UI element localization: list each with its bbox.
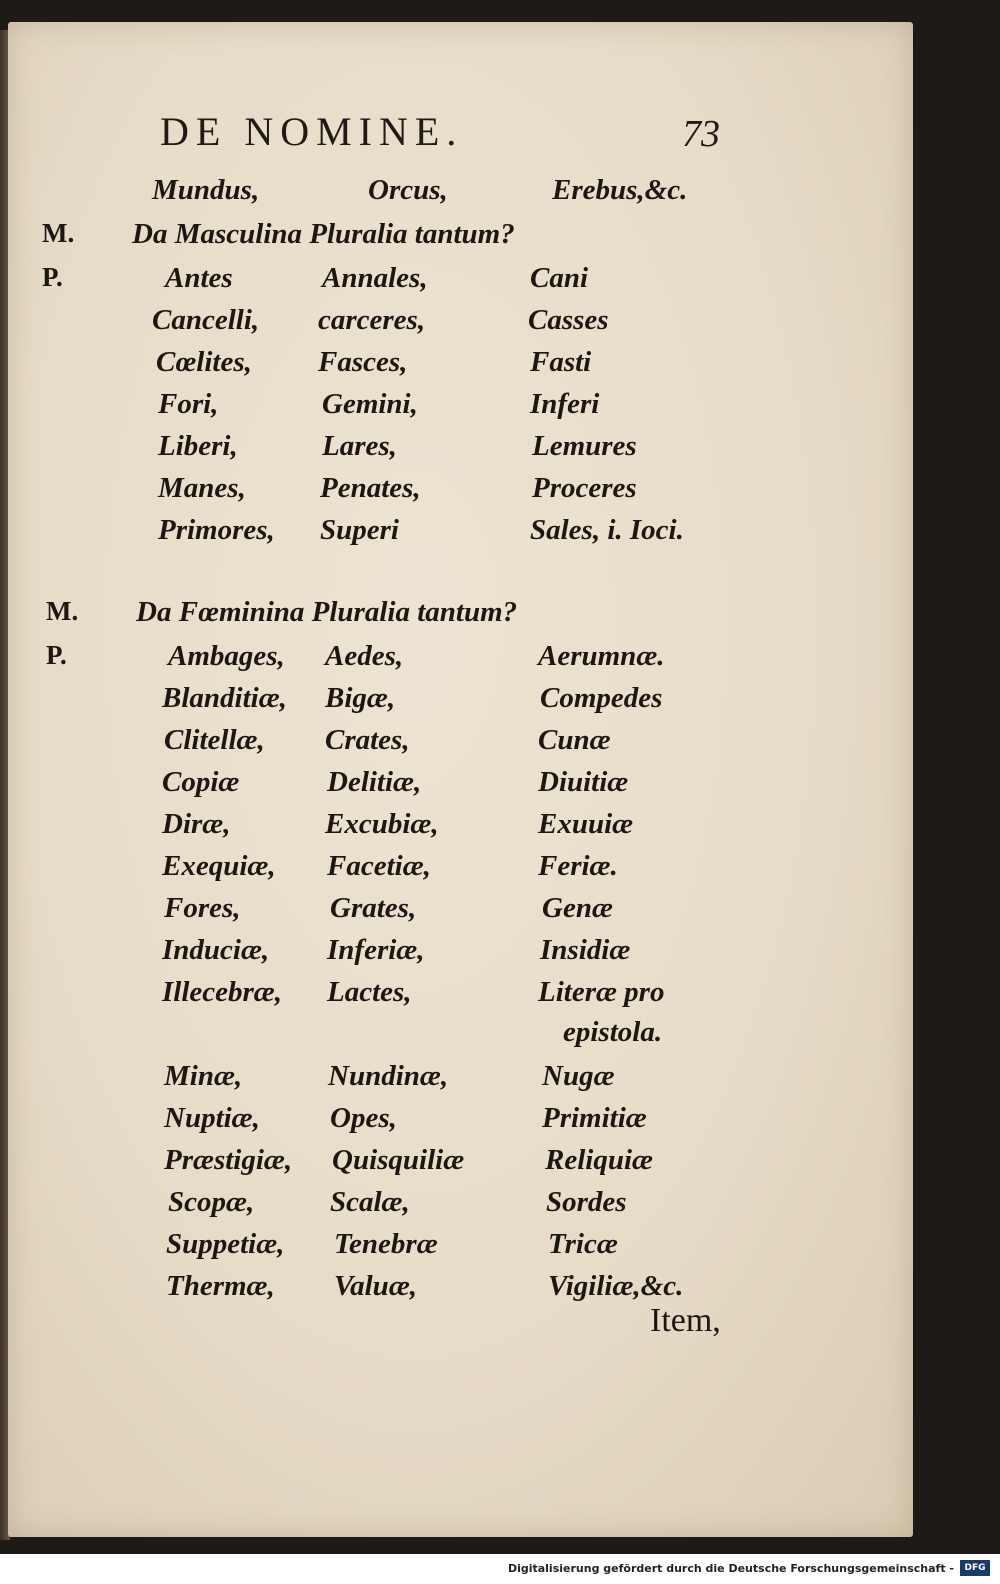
word-cell: Exuuiæ — [538, 808, 634, 840]
word-cell: Inferi — [530, 388, 600, 420]
page-number: 73 — [682, 113, 720, 155]
word-row — [0, 1186, 1000, 1226]
footer-credit: Digitalisierung gefördert durch die Deutsche Forschungsgemeinschaft - — [507, 1562, 954, 1575]
word-cell: Lares, — [322, 430, 397, 462]
word-cell: Cancelli, — [152, 304, 260, 336]
word-row — [0, 1060, 1000, 1100]
word-row — [0, 262, 1000, 302]
running-head — [160, 108, 720, 168]
word-row-continuation — [0, 1016, 1000, 1056]
speaker-label: M. — [46, 596, 79, 626]
word-row — [0, 766, 1000, 806]
word-row — [0, 430, 1000, 470]
speaker-label: P. — [46, 640, 67, 670]
word-cell: Tenebræ — [334, 1228, 438, 1260]
question-row-feminine — [0, 596, 1000, 636]
word-cell: Delitiæ, — [327, 766, 422, 798]
word-cell: Casses — [528, 304, 609, 336]
word-cell: Facetiæ, — [327, 850, 431, 882]
word-cell: Tricæ — [548, 1228, 618, 1260]
word-cell-continuation: epistola. — [563, 1016, 663, 1048]
word-cell: Exequiæ, — [162, 850, 276, 882]
word-cell: Inferiæ, — [327, 934, 425, 966]
word-row — [0, 976, 1000, 1016]
word-cell: Mundus, — [152, 174, 260, 206]
question-row-masculine — [0, 218, 1000, 258]
word-cell: Proceres — [532, 472, 637, 504]
word-cell: carceres, — [318, 304, 426, 336]
word-cell: Manes, — [158, 472, 246, 504]
word-cell: Vigiliæ,&c. — [548, 1270, 684, 1302]
word-cell: Blanditiæ, — [162, 682, 287, 714]
word-cell: Penates, — [320, 472, 421, 504]
word-cell: Nundinæ, — [328, 1060, 449, 1092]
word-cell: Aerumnæ. — [538, 640, 665, 672]
word-cell: Excubiæ, — [325, 808, 439, 840]
word-cell: Suppetiæ, — [166, 1228, 285, 1260]
word-cell: Insidiæ — [540, 934, 631, 966]
word-cell: Fasti — [530, 346, 592, 378]
word-row — [0, 514, 1000, 554]
word-row — [0, 682, 1000, 722]
word-cell: Opes, — [330, 1102, 397, 1134]
word-cell: Nuptiæ, — [164, 1102, 260, 1134]
word-cell: Fores, — [164, 892, 241, 924]
word-row — [0, 1102, 1000, 1142]
word-cell: Bigæ, — [325, 682, 396, 714]
word-cell: Minæ, — [164, 1060, 243, 1092]
dfg-logo: DFG — [960, 1560, 990, 1576]
word-cell: Lactes, — [327, 976, 412, 1008]
question-text: Da Masculina Pluralia tantum? — [132, 218, 515, 250]
word-row — [0, 174, 1000, 214]
word-cell: Præstigiæ, — [164, 1144, 293, 1176]
word-cell: Superi — [320, 514, 399, 546]
word-row — [0, 724, 1000, 764]
word-row — [0, 304, 1000, 344]
word-cell: Sordes — [546, 1186, 627, 1218]
word-cell: Compedes — [540, 682, 663, 714]
word-cell: Diuitiæ — [538, 766, 629, 798]
word-cell: Copiæ — [162, 766, 240, 798]
digitization-footer — [0, 1554, 1000, 1584]
word-cell: Grates, — [330, 892, 417, 924]
word-row — [0, 850, 1000, 890]
word-cell: Orcus, — [368, 174, 448, 206]
word-cell: Literæ pro — [538, 976, 665, 1008]
word-cell: Crates, — [325, 724, 410, 756]
word-cell: Illecebræ, — [162, 976, 282, 1008]
word-cell: Primitiæ — [542, 1102, 647, 1134]
word-cell: Erebus,&c. — [552, 174, 688, 206]
word-cell: Feriæ. — [538, 850, 618, 882]
word-cell: Diræ, — [162, 808, 231, 840]
word-row — [0, 640, 1000, 680]
word-cell: Induciæ, — [162, 934, 270, 966]
word-cell: Lemures — [532, 430, 637, 462]
word-row — [0, 1144, 1000, 1184]
word-cell: Quisquiliæ — [332, 1144, 465, 1176]
word-cell: Aedes, — [325, 640, 404, 672]
word-row — [0, 388, 1000, 428]
word-cell: Valuæ, — [334, 1270, 418, 1302]
word-cell: Cunæ — [538, 724, 611, 756]
speaker-label: M. — [42, 218, 75, 248]
word-cell: Cœlites, — [156, 346, 252, 378]
question-text: Da Fœminina Pluralia tantum? — [136, 596, 518, 628]
word-row — [0, 1228, 1000, 1268]
word-cell: Thermæ, — [166, 1270, 275, 1302]
word-cell: Clitellæ, — [164, 724, 265, 756]
word-cell: Cani — [530, 262, 589, 294]
word-cell: Scalæ, — [330, 1186, 410, 1218]
word-row — [0, 1270, 1000, 1310]
word-cell: Fasces, — [318, 346, 408, 378]
word-cell: Annales, — [322, 262, 428, 294]
word-row — [0, 934, 1000, 974]
word-cell: Nugæ — [542, 1060, 615, 1092]
word-cell: Primores, — [158, 514, 275, 546]
speaker-label: P. — [42, 262, 63, 292]
word-cell: Gemini, — [322, 388, 418, 420]
word-cell: Sales, i. Ioci. — [530, 514, 684, 546]
catchword: Item, — [650, 1302, 721, 1339]
word-cell: Liberi, — [158, 430, 238, 462]
word-row — [0, 808, 1000, 848]
word-cell: Antes — [165, 262, 233, 294]
word-row — [0, 472, 1000, 512]
word-cell: Scopæ, — [168, 1186, 255, 1218]
word-row — [0, 346, 1000, 386]
word-row — [0, 892, 1000, 932]
word-cell: Fori, — [158, 388, 219, 420]
word-cell: Genæ — [542, 892, 613, 924]
word-cell: Reliquiæ — [545, 1144, 653, 1176]
running-head-title: DE NOMINE. — [160, 109, 464, 154]
word-cell: Ambages, — [168, 640, 285, 672]
